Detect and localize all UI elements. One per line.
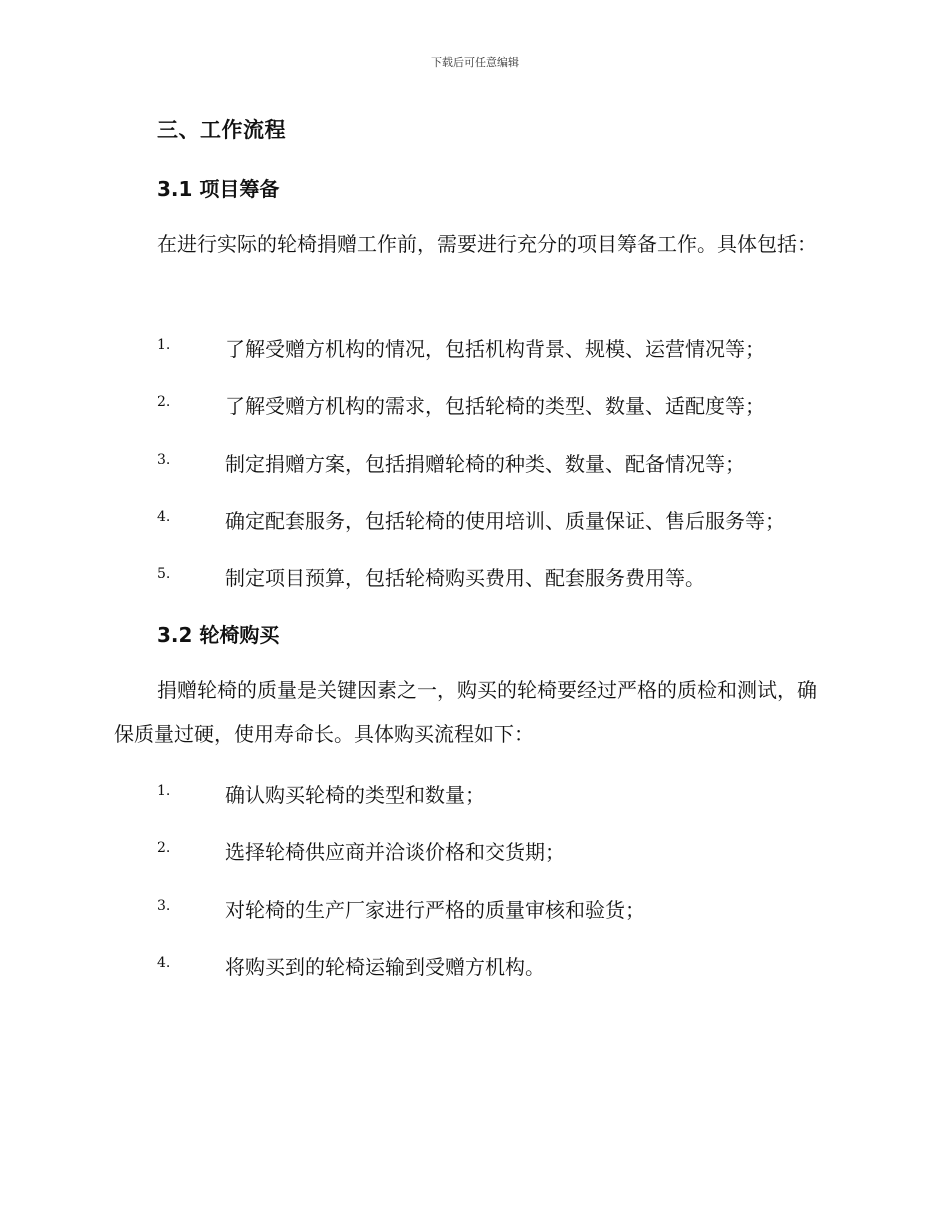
list-item-number: 5. xyxy=(157,566,171,582)
paragraph-3-2: 捐赠轮椅的质量是关键因素之一，购买的轮椅要经过严格的质检和测试，确保质量过硬，使用寿命长。具体购买流程如下： xyxy=(114,678,817,746)
list-item-number: 1. xyxy=(157,337,171,353)
list-item-number: 2. xyxy=(157,394,171,410)
list-item-number: 3. xyxy=(157,452,171,468)
list-item-number: 4. xyxy=(157,509,171,525)
subsection-title-3-2: 3.2 轮椅购买 xyxy=(157,623,280,647)
subsection-title-3-1: 3.1 项目筹备 xyxy=(157,177,280,201)
page-header: 下载后可任意编辑 xyxy=(431,56,519,69)
list-item-text: 选择轮椅供应商并洽谈价格和交货期； xyxy=(225,840,565,864)
list-item-text: 了解受赠方机构的需求，包括轮椅的类型、数量、适配度等； xyxy=(225,394,765,418)
list-item-number: 1. xyxy=(157,783,171,799)
section-title: 三、工作流程 xyxy=(157,118,286,142)
list-item-text: 确定配套服务，包括轮椅的使用培训、质量保证、售后服务等； xyxy=(225,509,785,533)
list-item-text: 了解受赠方机构的情况，包括机构背景、规模、运营情况等； xyxy=(225,337,765,361)
list-item-text: 对轮椅的生产厂家进行严格的质量审核和验货； xyxy=(225,898,645,922)
list-item-text: 确认购买轮椅的类型和数量； xyxy=(225,783,485,807)
list-item-number: 2. xyxy=(157,840,171,856)
list-item-text: 将购买到的轮椅运输到受赠方机构。 xyxy=(225,955,545,979)
paragraph-3-1: 在进行实际的轮椅捐赠工作前，需要进行充分的项目筹备工作。具体包括： xyxy=(157,232,817,256)
list-item-number: 3. xyxy=(157,898,171,914)
list-item-text: 制定项目预算，包括轮椅购买费用、配套服务费用等。 xyxy=(225,566,705,590)
list-item-number: 4. xyxy=(157,955,171,971)
list-item-text: 制定捐赠方案，包括捐赠轮椅的种类、数量、配备情况等； xyxy=(225,452,745,476)
